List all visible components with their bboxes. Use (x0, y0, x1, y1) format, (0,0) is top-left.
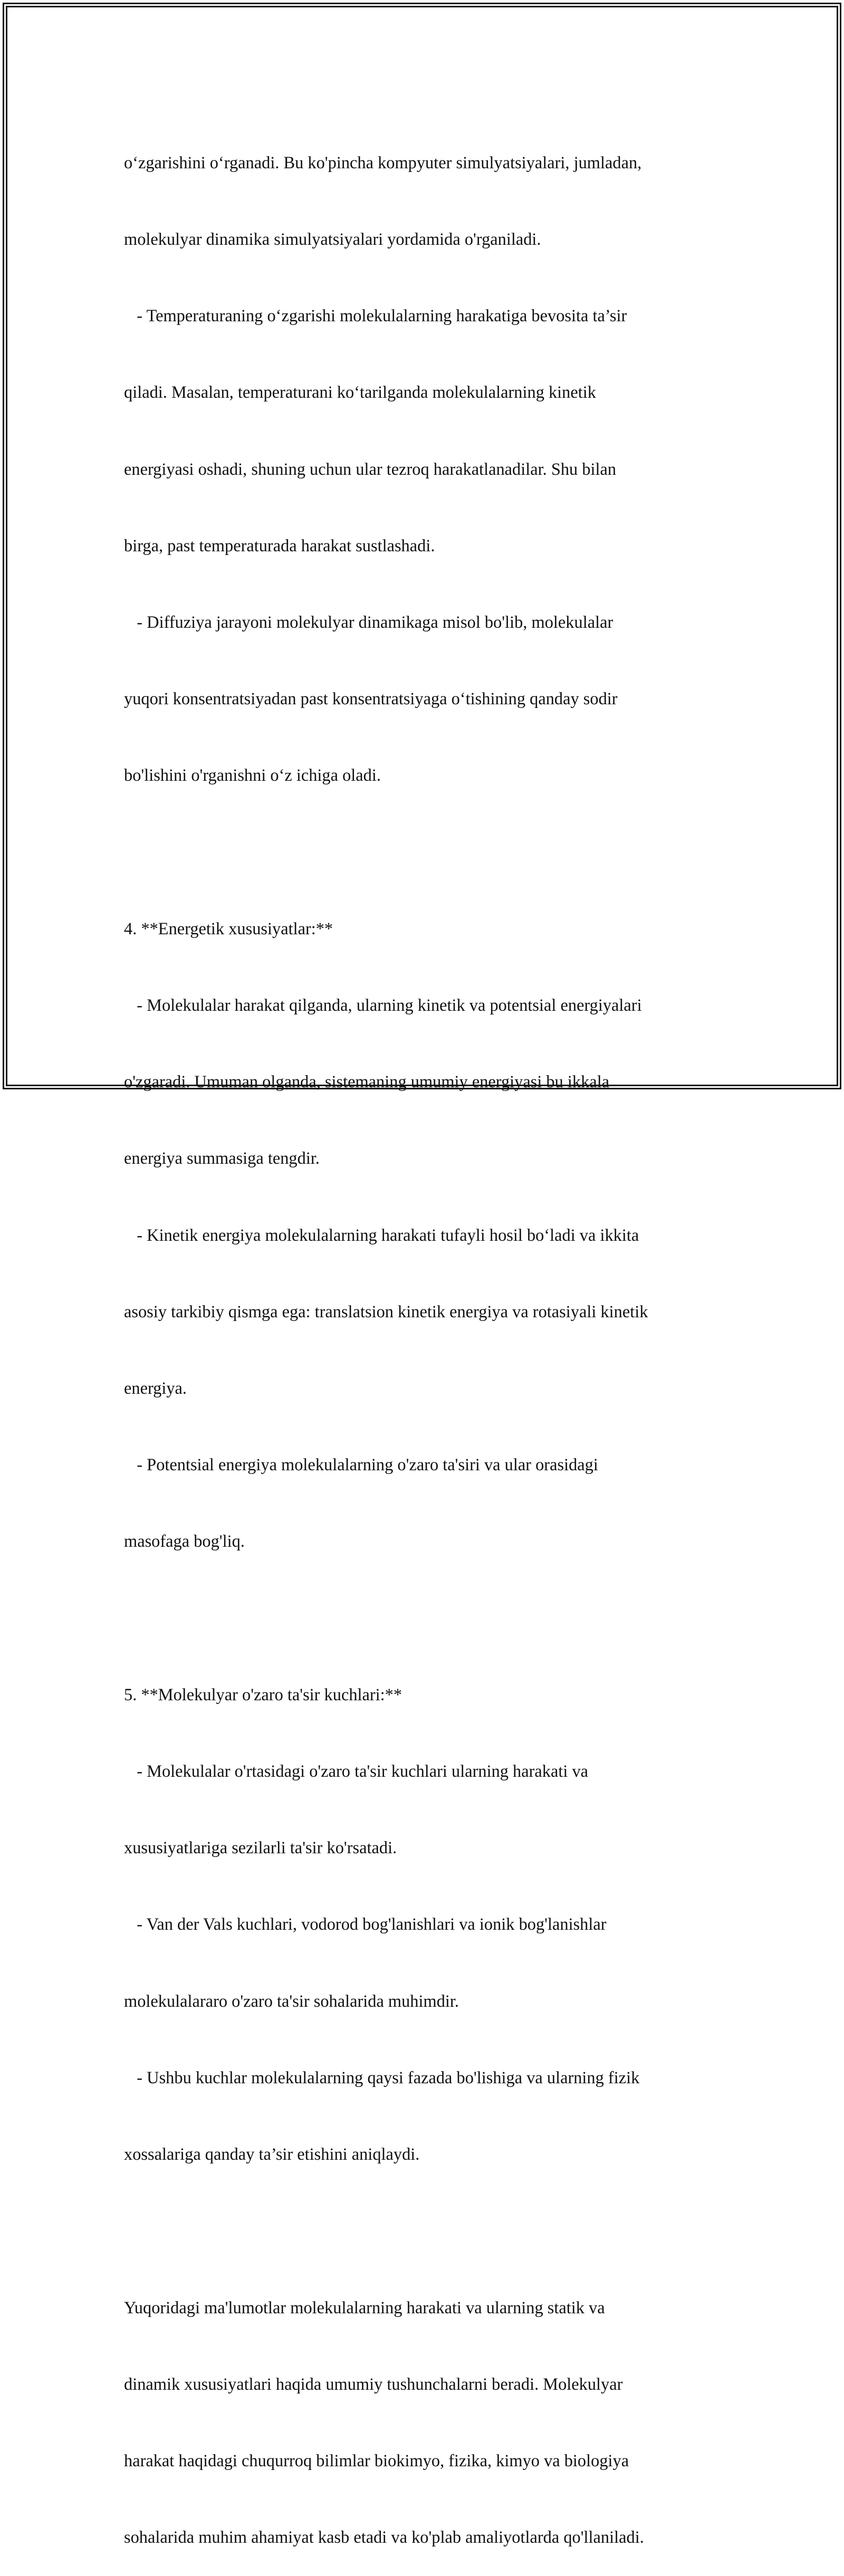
text-line: energiyasi oshadi, shuning uchun ular tezroq harakatlanadilar. Shu bilan (124, 459, 617, 479)
document-body (124, 99, 736, 2576)
text-line: molekulyar dinamika simulyatsiyalari yordamida o'rganiladi. (124, 230, 541, 250)
text-line: xossalariga qanday ta’sir etishini aniqlaydi. (124, 2145, 420, 2165)
text-line: harakat haqidagi chuqurroq bilimlar biokimyo, fizika, kimyo va biologiya (124, 2451, 629, 2470)
text-line: sohalarida muhim ahamiyat kasb etadi va ko'plab amaliyotlarda qo'llaniladi. (124, 2528, 644, 2548)
blank-line (124, 1606, 736, 1631)
text-line: - Van der Vals kuchlari, vodorod bog'lanishlari va ionik bog'lanishlar (124, 1915, 607, 1935)
text-line: xususiyatlariga sezilarli ta'sir ko'rsatadi. (124, 1838, 397, 1858)
text-line: o‘zgarishini o‘rganadi. Bu ko'pincha kompyuter simulyatsiyalari, jumladan, (124, 153, 642, 173)
text-line: - Potentsial energiya molekulalarning o'zaro ta'siri va ular orasidagi (124, 1455, 598, 1475)
text-line: energiya. (124, 1379, 187, 1399)
text-line: - Molekulalar o'rtasidagi o'zaro ta'sir kuchlari ularning harakati va (124, 1762, 589, 1782)
blank-line (124, 2218, 736, 2244)
blank-line (124, 840, 736, 865)
text-line: molekulalararo o'zaro ta'sir sohalarida muhimdir. (124, 1991, 459, 2011)
text-line: - Diffuziya jarayoni molekulyar dinamikaga misol bo'lib, molekulalar (124, 613, 613, 633)
text-line: - Kinetik energiya molekulalarning harakati tufayli hosil bo‘ladi va ikkita (124, 1225, 639, 1245)
text-line: asosiy tarkibiy qismga ega: translatsion kinetik energiya va rotasiyali kinetik (124, 1302, 648, 1321)
text-line: dinamik xususiyatlari haqida umumiy tushunchalarni beradi. Molekulyar (124, 2374, 623, 2394)
text-line: - Temperaturaning o‘zgarishi molekulalarning harakatiga bevosita ta’sir (124, 307, 627, 326)
text-line: o'zgaradi. Umuman olganda, sistemaning umumiy energiyasi bu ikkala (124, 1072, 610, 1092)
section-heading: 5. **Molekulyar o'zaro ta'sir kuchlari:** (124, 1685, 402, 1704)
text-line: energiya summasiga tengdir. (124, 1149, 320, 1169)
text-line: yuqori konsentratsiyadan past konsentratsiyaga o‘tishining qanday sodir (124, 690, 618, 709)
text-line: qiladi. Masalan, temperaturani ko‘tarilganda molekulalarning kinetik (124, 383, 596, 403)
text-line: - Molekulalar harakat qilganda, ularning kinetik va potentsial energiyalari (124, 996, 642, 1016)
text-line: bo'lishini o'rganishni o‘z ichiga oladi. (124, 766, 381, 786)
section-heading: 4. **Energetik xususiyatlar:** (124, 919, 333, 939)
text-line: - Ushbu kuchlar molekulalarning qaysi fazada bo'lishiga va ularning fizik (124, 2068, 640, 2087)
text-line: masofaga bog'liq. (124, 1532, 245, 1552)
text-line: Yuqoridagi ma'lumotlar molekulalarning harakati va ularning statik va (124, 2298, 605, 2318)
text-line: birga, past temperaturada harakat sustlashadi. (124, 536, 435, 556)
